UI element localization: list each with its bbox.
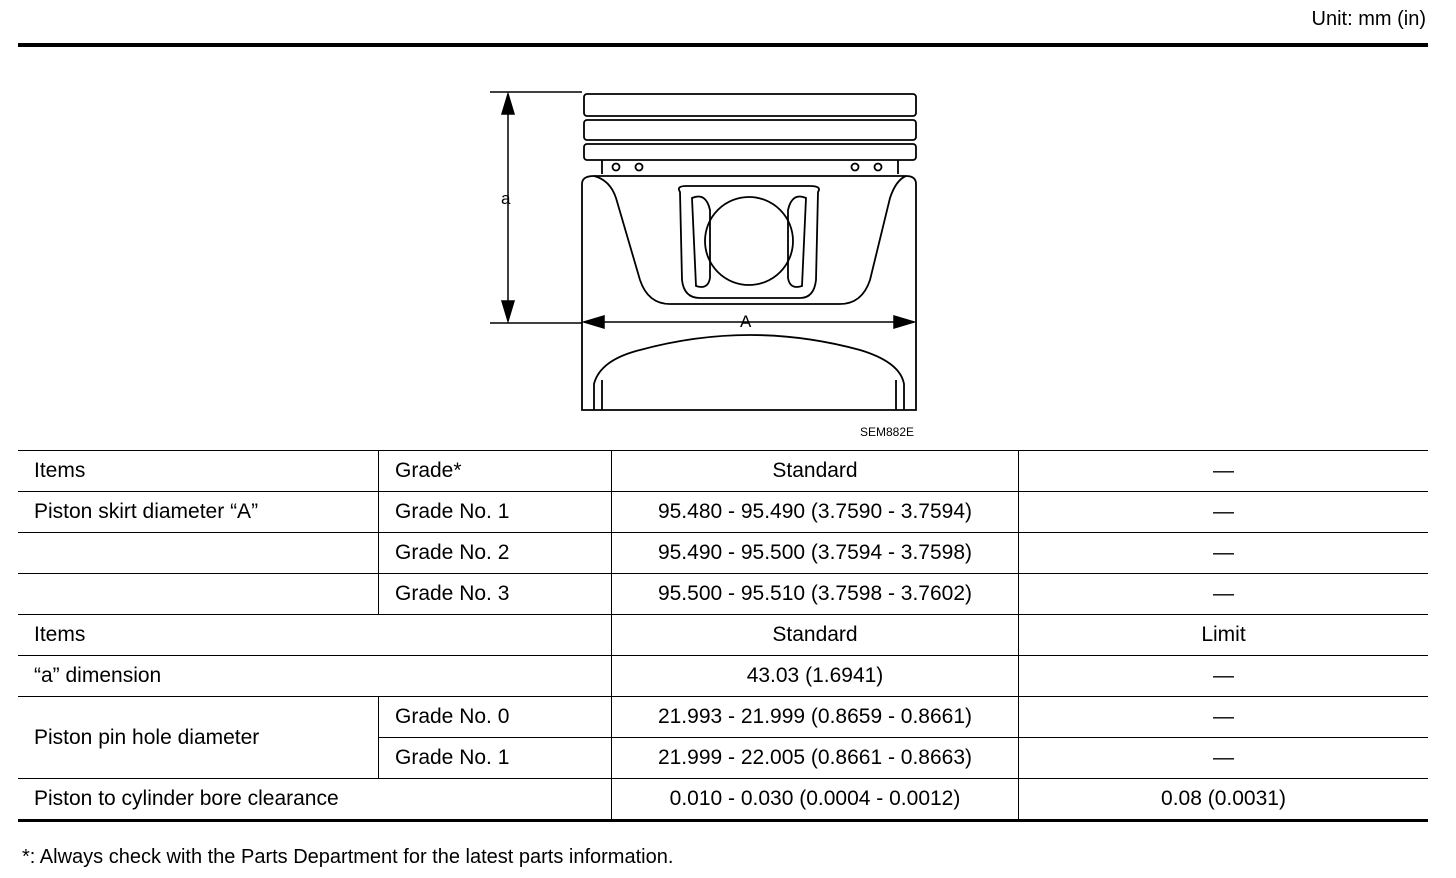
header-limit: Limit <box>1019 615 1429 656</box>
table-row <box>18 492 1428 533</box>
extra-cell: — <box>1019 492 1429 533</box>
table-header-row <box>18 615 1428 656</box>
header-items: Items <box>18 451 379 492</box>
standard-cell: 21.999 - 22.005 (0.8661 - 0.8663) <box>612 738 1019 779</box>
top-rule <box>18 43 1428 47</box>
limit-cell: — <box>1019 697 1429 738</box>
limit-cell: 0.08 (0.0031) <box>1019 779 1429 821</box>
standard-cell: 95.480 - 95.490 (3.7590 - 3.7594) <box>612 492 1019 533</box>
grade-cell: Grade No. 2 <box>379 533 612 574</box>
header-extra: — <box>1019 451 1429 492</box>
table-row <box>18 574 1428 615</box>
standard-cell: 21.993 - 21.999 (0.8659 - 0.8661) <box>612 697 1019 738</box>
figure-code: SEM882E <box>860 425 915 439</box>
a-dimension-label: “a” dimension <box>18 656 612 697</box>
grade-cell: Grade No. 1 <box>379 492 612 533</box>
grade-cell: Grade No. 1 <box>379 738 612 779</box>
grade-cell: Grade No. 3 <box>379 574 612 615</box>
extra-cell: — <box>1019 533 1429 574</box>
unit-label: Unit: mm (in) <box>1311 8 1426 30</box>
table-header-row <box>18 451 1428 492</box>
clearance-item-label: Piston to cylinder bore clearance <box>18 779 612 821</box>
dimension-A-label: A <box>740 312 752 331</box>
table-row <box>18 779 1428 821</box>
limit-cell: — <box>1019 738 1429 779</box>
footnote: *: Always check with the Parts Department for the latest parts information. <box>22 846 674 868</box>
standard-cell: 0.010 - 0.030 (0.0004 - 0.0012) <box>612 779 1019 821</box>
piston-spec-table <box>18 450 1428 822</box>
pin-hole-item-label: Piston pin hole diameter <box>18 697 379 779</box>
skirt-item-label: Piston skirt diameter “A” <box>18 492 379 533</box>
piston-drawing <box>470 80 940 445</box>
table-row <box>18 533 1428 574</box>
standard-cell: 95.500 - 95.510 (3.7598 - 3.7602) <box>612 574 1019 615</box>
empty-cell <box>18 574 379 615</box>
standard-cell: 43.03 (1.6941) <box>612 656 1019 697</box>
extra-cell: — <box>1019 574 1429 615</box>
dimension-a-label: a <box>501 189 511 208</box>
standard-cell: 95.490 - 95.500 (3.7594 - 3.7598) <box>612 533 1019 574</box>
piston-diagram <box>470 80 940 445</box>
table-row <box>18 656 1428 697</box>
header-standard: Standard <box>612 615 1019 656</box>
limit-cell: — <box>1019 656 1429 697</box>
header-standard: Standard <box>612 451 1019 492</box>
header-items: Items <box>18 615 612 656</box>
grade-cell: Grade No. 0 <box>379 697 612 738</box>
table-row <box>18 697 1428 738</box>
header-grade: Grade* <box>379 451 612 492</box>
empty-cell <box>18 533 379 574</box>
